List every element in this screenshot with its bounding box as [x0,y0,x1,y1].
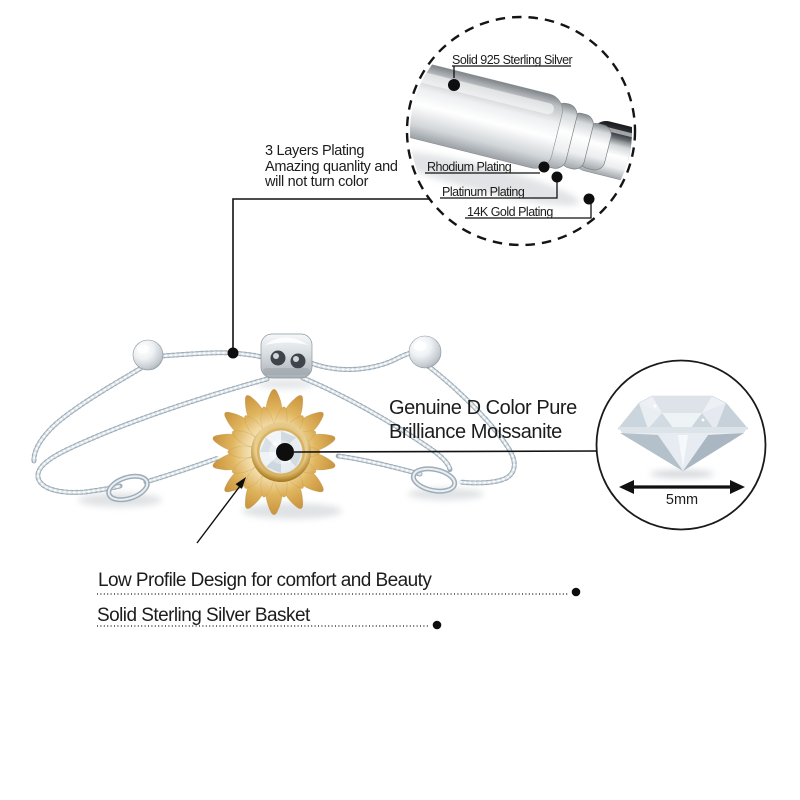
dot-rule-low-profile [572,588,581,597]
dot-platinum [552,172,563,183]
label-rhodium-plating: Rhodium Plating [427,160,512,174]
stone-note [389,396,577,444]
dot-rhodium [539,162,550,173]
feature-basket: Solid Sterling Silver Basket [97,605,310,626]
callout-line-stone [294,451,597,452]
plating-note-line2: Amazing quanlity and [265,158,398,175]
plating-note [265,144,398,191]
pointer-line-low-profile [197,486,240,543]
label-material: Solid 925 Sterling Silver [452,53,573,67]
stone-size-label: 5mm [665,492,699,508]
dot-material [448,79,460,91]
dot-gold [584,194,595,205]
label-platinum-plating: Platinum Plating [442,185,525,199]
dot-stone-center [276,443,294,461]
callout-line-plating-note [233,199,429,353]
stone-note-line1: Genuine D Color Pure [389,397,577,419]
stone-note-line2: Brilliance Moissanite [389,421,562,443]
feature-low-profile: Low Profile Design for comfort and Beauty [98,570,432,591]
bead-left [133,340,163,370]
plating-note-line1: 3 Layers Plating [265,143,365,159]
slider-clasp [261,334,312,378]
dot-rule-basket [433,621,442,630]
bead-right [409,336,441,368]
label-gold-plating: 14K Gold Plating [467,205,553,219]
plating-note-line3: will not turn color [265,174,369,190]
dot-plating-note [228,348,239,359]
